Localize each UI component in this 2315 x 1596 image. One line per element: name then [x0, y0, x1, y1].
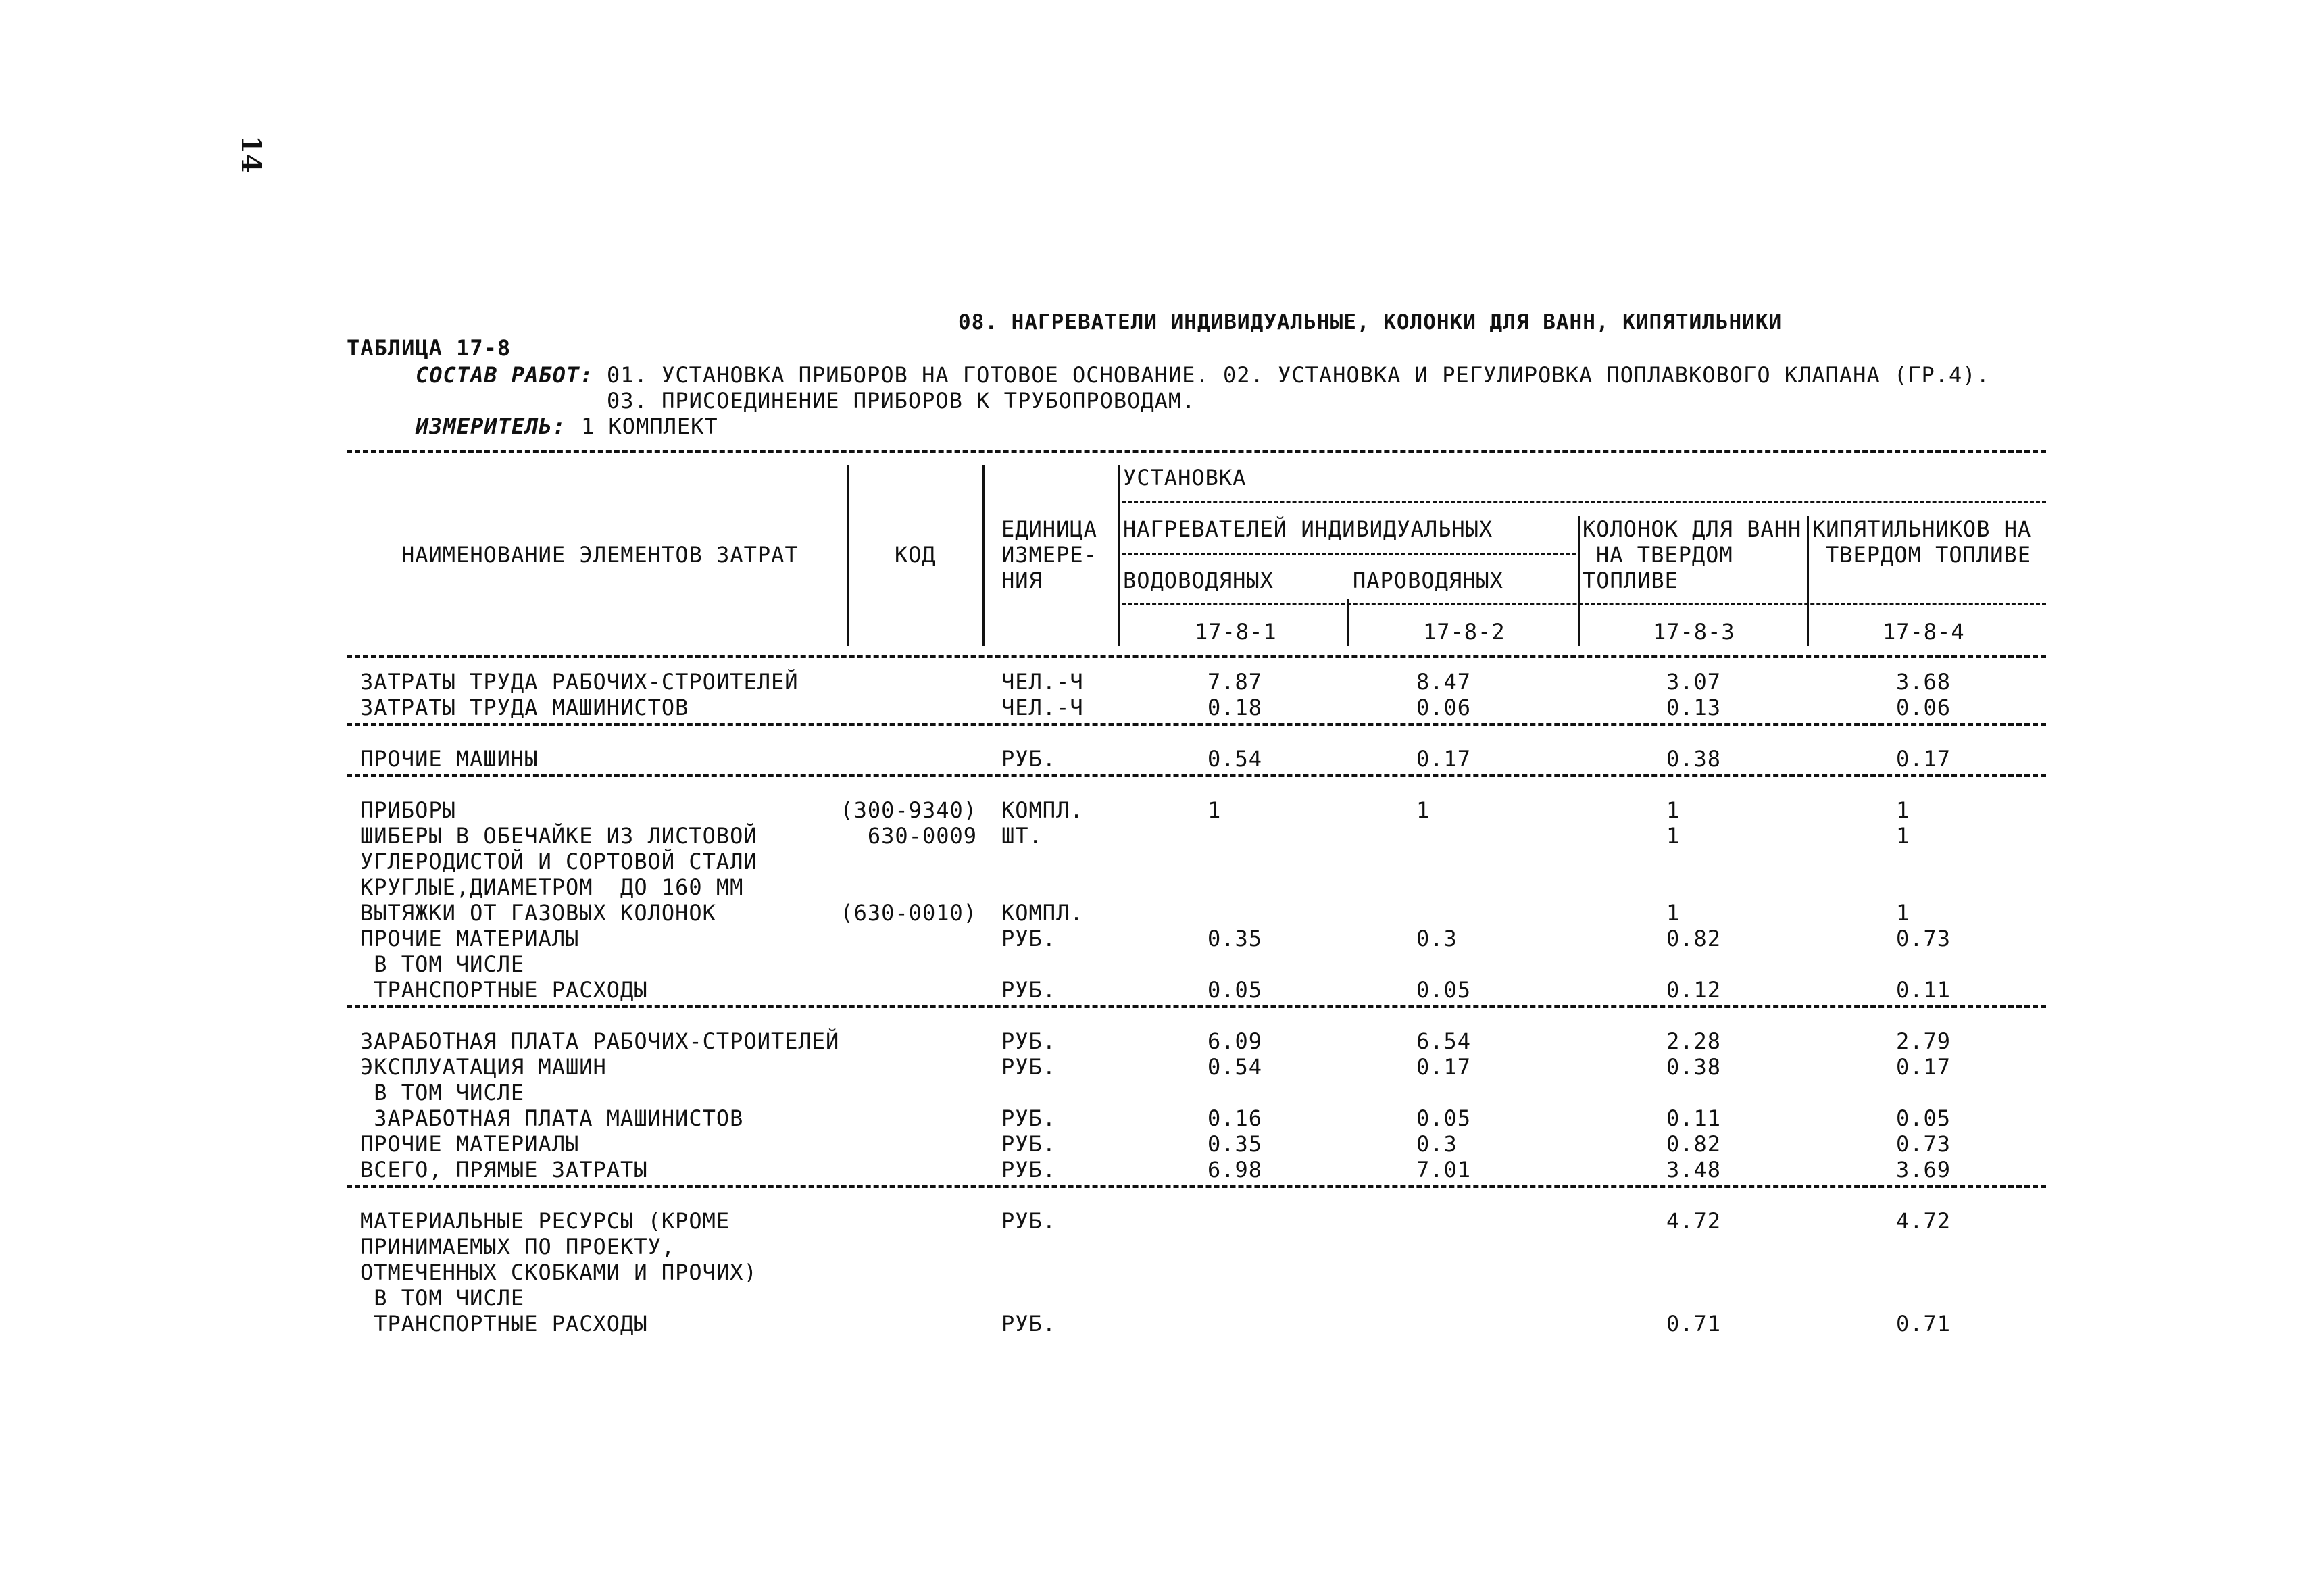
meter-value: 1 КОМПЛЕКТ [581, 414, 718, 439]
section-separator [347, 1185, 2046, 1188]
header-code-17-8-4: 17-8-4 [1883, 619, 1965, 645]
row-value-col-1: 0.54 [1208, 1054, 1263, 1080]
row-unit: РУБ. [1001, 977, 1057, 1003]
header-water-to-water: ВОДОВОДЯНЫХ [1123, 568, 1274, 593]
row-name: ВСЕГО, ПРЯМЫЕ ЗАТРАТЫ [360, 1157, 648, 1182]
row-value-col-1: 0.05 [1208, 977, 1263, 1003]
row-name: ПРОЧИЕ МАТЕРИАЛЫ [360, 926, 580, 951]
header-bath-columns-1: КОЛОНОК ДЛЯ ВАНН [1583, 516, 1802, 542]
row-value-col-1: 6.98 [1208, 1157, 1263, 1182]
row-value-col-2: 0.17 [1416, 746, 1472, 772]
row-value-col-2: 7.01 [1416, 1157, 1472, 1182]
row-value-col-2: 0.05 [1416, 977, 1472, 1003]
row-name: В ТОМ ЧИСЛЕ [360, 951, 525, 977]
header-boilers-1: КИПЯТИЛЬНИКОВ НА [1812, 516, 2032, 542]
row-value-col-1: 6.09 [1208, 1028, 1263, 1054]
row-unit: РУБ. [1001, 1054, 1057, 1080]
table-row [0, 797, 2315, 823]
table-label: ТАБЛИЦА 17-8 [347, 335, 512, 361]
row-unit: РУБ. [1001, 926, 1057, 951]
row-code: (630-0010) [840, 900, 977, 926]
row-code: (300-9340) [840, 797, 977, 823]
row-name: ВЫТЯЖКИ ОТ ГАЗОВЫХ КОЛОНОК [360, 900, 716, 926]
row-value-col-4: 0.17 [1896, 746, 1951, 772]
table-row [0, 1260, 2315, 1285]
col-divider [982, 465, 985, 646]
table-row [0, 695, 2315, 720]
row-unit: РУБ. [1001, 1208, 1057, 1234]
row-name: ТРАНСПОРТНЫЕ РАСХОДЫ [360, 1311, 648, 1337]
row-value-col-2: 8.47 [1416, 669, 1472, 695]
row-value-col-2: 0.3 [1416, 1131, 1458, 1157]
table-row [0, 1311, 2315, 1337]
row-unit: РУБ. [1001, 1131, 1057, 1157]
row-name: ЭКСПЛУАТАЦИЯ МАШИН [360, 1054, 607, 1080]
row-value-col-3: 0.11 [1666, 1105, 1722, 1131]
row-unit: ЧЕЛ.-Ч [1001, 669, 1084, 695]
row-name: ОТМЕЧЕННЫХ СКОБКАМИ И ПРОЧИХ) [360, 1260, 757, 1285]
row-value-col-2: 0.06 [1416, 695, 1472, 720]
row-value-col-4: 0.17 [1896, 1054, 1951, 1080]
row-unit: КОМПЛ. [1001, 900, 1084, 926]
row-value-col-3: 3.07 [1666, 669, 1722, 695]
header-bath-columns-2: НА ТВЕРДОМ [1596, 542, 1733, 568]
col-divider [1347, 599, 1349, 646]
row-unit: РУБ. [1001, 1105, 1057, 1131]
row-value-col-2: 1 [1416, 797, 1430, 823]
row-value-col-3: 3.48 [1666, 1157, 1722, 1182]
row-name: В ТОМ ЧИСЛЕ [360, 1285, 525, 1311]
header-bottom-rule [347, 655, 2046, 658]
section-title: 08. НАГРЕВАТЕЛИ ИНДИВИДУАЛЬНЫЕ, КОЛОНКИ ДЛЯ ВАНН, КИПЯТИЛЬНИКИ [958, 310, 1783, 334]
row-value-col-3: 0.38 [1666, 746, 1722, 772]
row-name: В ТОМ ЧИСЛЕ [360, 1080, 525, 1105]
row-value-col-4: 0.06 [1896, 695, 1951, 720]
row-value-col-3: 0.82 [1666, 1131, 1722, 1157]
header-unit-column-2: ИЗМЕРЕ- [1001, 542, 1097, 568]
row-name: ЗАТРАТЫ ТРУДА РАБОЧИХ-СТРОИТЕЛЕЙ [360, 669, 799, 695]
header-unit-column-1: ЕДИНИЦА [1001, 516, 1097, 542]
row-value-col-3: 4.72 [1666, 1208, 1722, 1234]
table-row [0, 1028, 2315, 1054]
section-separator [347, 1005, 2046, 1008]
header-code-17-8-1: 17-8-1 [1195, 619, 1277, 645]
row-value-col-4: 3.68 [1896, 669, 1951, 695]
table-row [0, 1157, 2315, 1182]
row-value-col-4: 0.05 [1896, 1105, 1951, 1131]
header-inner-rule [1122, 603, 2046, 605]
row-value-col-1: 7.87 [1208, 669, 1263, 695]
table-row [0, 1131, 2315, 1157]
row-name: ЗАРАБОТНАЯ ПЛАТА РАБОЧИХ-СТРОИТЕЛЕЙ [360, 1028, 840, 1054]
row-value-col-2: 0.05 [1416, 1105, 1472, 1131]
row-unit: РУБ. [1001, 1311, 1057, 1337]
header-code-column: КОД [895, 542, 936, 568]
row-value-col-4: 1 [1896, 900, 1910, 926]
table-row [0, 823, 2315, 849]
row-value-col-1: 0.54 [1208, 746, 1263, 772]
row-value-col-1: 1 [1208, 797, 1222, 823]
col-divider [847, 465, 849, 646]
row-value-col-1: 0.35 [1208, 926, 1263, 951]
row-value-col-3: 1 [1666, 900, 1681, 926]
row-value-col-4: 0.73 [1896, 1131, 1951, 1157]
table-row [0, 951, 2315, 977]
table-row [0, 1105, 2315, 1131]
row-value-col-2: 6.54 [1416, 1028, 1472, 1054]
section-separator [347, 723, 2046, 726]
row-unit: ШТ. [1001, 823, 1043, 849]
header-code-17-8-2: 17-8-2 [1423, 619, 1505, 645]
row-name: ПРИНИМАЕМЫХ ПО ПРОЕКТУ, [360, 1234, 676, 1260]
row-name: ПРОЧИЕ МАТЕРИАЛЫ [360, 1131, 580, 1157]
table-row [0, 1208, 2315, 1234]
row-name: МАТЕРИАЛЬНЫЕ РЕСУРСЫ (КРОМЕ [360, 1208, 730, 1234]
table-row [0, 1234, 2315, 1260]
row-unit: ЧЕЛ.-Ч [1001, 695, 1084, 720]
row-name: ТРАНСПОРТНЫЕ РАСХОДЫ [360, 977, 648, 1003]
table-row [0, 874, 2315, 900]
row-value-col-4: 0.73 [1896, 926, 1951, 951]
header-name-column: НАИМЕНОВАНИЕ ЭЛЕМЕНТОВ ЗАТРАТ [401, 542, 799, 568]
row-value-col-3: 0.82 [1666, 926, 1722, 951]
row-name: ЗАТРАТЫ ТРУДА МАШИНИСТОВ [360, 695, 689, 720]
table-row [0, 746, 2315, 772]
row-value-col-1: 0.18 [1208, 695, 1263, 720]
row-value-col-3: 1 [1666, 823, 1681, 849]
row-value-col-3: 0.13 [1666, 695, 1722, 720]
col-divider [1118, 465, 1120, 646]
header-inner-rule [1122, 501, 2046, 503]
work-composition-line-2: 03. ПРИСОЕДИНЕНИЕ ПРИБОРОВ К ТРУБОПРОВОДАМ. [607, 388, 1196, 414]
row-value-col-3: 0.12 [1666, 977, 1722, 1003]
row-value-col-4: 1 [1896, 823, 1910, 849]
row-name: ПРОЧИЕ МАШИНЫ [360, 746, 539, 772]
table-row [0, 1080, 2315, 1105]
row-name: ШИБЕРЫ В ОБЕЧАЙКЕ ИЗ ЛИСТОВОЙ [360, 823, 757, 849]
col-divider [1578, 516, 1580, 646]
table-row [0, 926, 2315, 951]
row-value-col-1: 0.35 [1208, 1131, 1263, 1157]
table-row [0, 900, 2315, 926]
row-value-col-4: 0.71 [1896, 1311, 1951, 1337]
row-value-col-4: 4.72 [1896, 1208, 1951, 1234]
row-value-col-2: 0.17 [1416, 1054, 1472, 1080]
header-top-rule [347, 450, 2046, 453]
row-name: ПРИБОРЫ [360, 797, 456, 823]
row-value-col-4: 0.11 [1896, 977, 1951, 1003]
row-name: УГЛЕРОДИСТОЙ И СОРТОВОЙ СТАЛИ [360, 849, 757, 874]
row-value-col-2: 0.3 [1416, 926, 1458, 951]
row-value-col-3: 0.71 [1666, 1311, 1722, 1337]
work-composition-label: СОСТАВ РАБОТ: [416, 362, 594, 388]
header-bath-columns-3: ТОПЛИВЕ [1583, 568, 1678, 593]
header-group-installation: УСТАНОВКА [1123, 465, 1247, 491]
table-row [0, 1054, 2315, 1080]
header-heaters: НАГРЕВАТЕЛЕЙ ИНДИВИДУАЛЬНЫХ [1123, 516, 1493, 542]
header-unit-column-3: НИЯ [1001, 568, 1043, 593]
row-unit: РУБ. [1001, 1028, 1057, 1054]
row-unit: КОМПЛ. [1001, 797, 1084, 823]
page-number: 14 [235, 135, 267, 173]
col-divider [1807, 516, 1809, 646]
row-unit: РУБ. [1001, 746, 1057, 772]
row-value-col-4: 3.69 [1896, 1157, 1951, 1182]
row-name: ЗАРАБОТНАЯ ПЛАТА МАШИНИСТОВ [360, 1105, 744, 1131]
row-unit: РУБ. [1001, 1157, 1057, 1182]
row-value-col-3: 2.28 [1666, 1028, 1722, 1054]
section-separator [347, 774, 2046, 777]
work-composition-line-1: 01. УСТАНОВКА ПРИБОРОВ НА ГОТОВОЕ ОСНОВАНИЕ. 02. УСТАНОВКА И РЕГУЛИРОВКА ПОПЛАВКОВОГО КЛАПАНА (ГР.4). [607, 362, 1990, 388]
row-value-col-4: 2.79 [1896, 1028, 1951, 1054]
table-row [0, 849, 2315, 874]
header-code-17-8-3: 17-8-3 [1653, 619, 1735, 645]
header-steam-to-water: ПАРОВОДЯНЫХ [1353, 568, 1503, 593]
table-row [0, 1285, 2315, 1311]
table-row [0, 977, 2315, 1003]
row-value-col-1: 0.16 [1208, 1105, 1263, 1131]
meter-label: ИЗМЕРИТЕЛЬ: [416, 414, 566, 439]
header-inner-rule [1122, 553, 1576, 555]
table-row [0, 669, 2315, 695]
row-value-col-3: 1 [1666, 797, 1681, 823]
row-name: КРУГЛЫЕ,ДИАМЕТРОМ ДО 160 ММ [360, 874, 744, 900]
row-code: 630-0009 [867, 823, 977, 849]
row-value-col-4: 1 [1896, 797, 1910, 823]
header-boilers-2: ТВЕРДОМ ТОПЛИВЕ [1826, 542, 2031, 568]
row-value-col-3: 0.38 [1666, 1054, 1722, 1080]
